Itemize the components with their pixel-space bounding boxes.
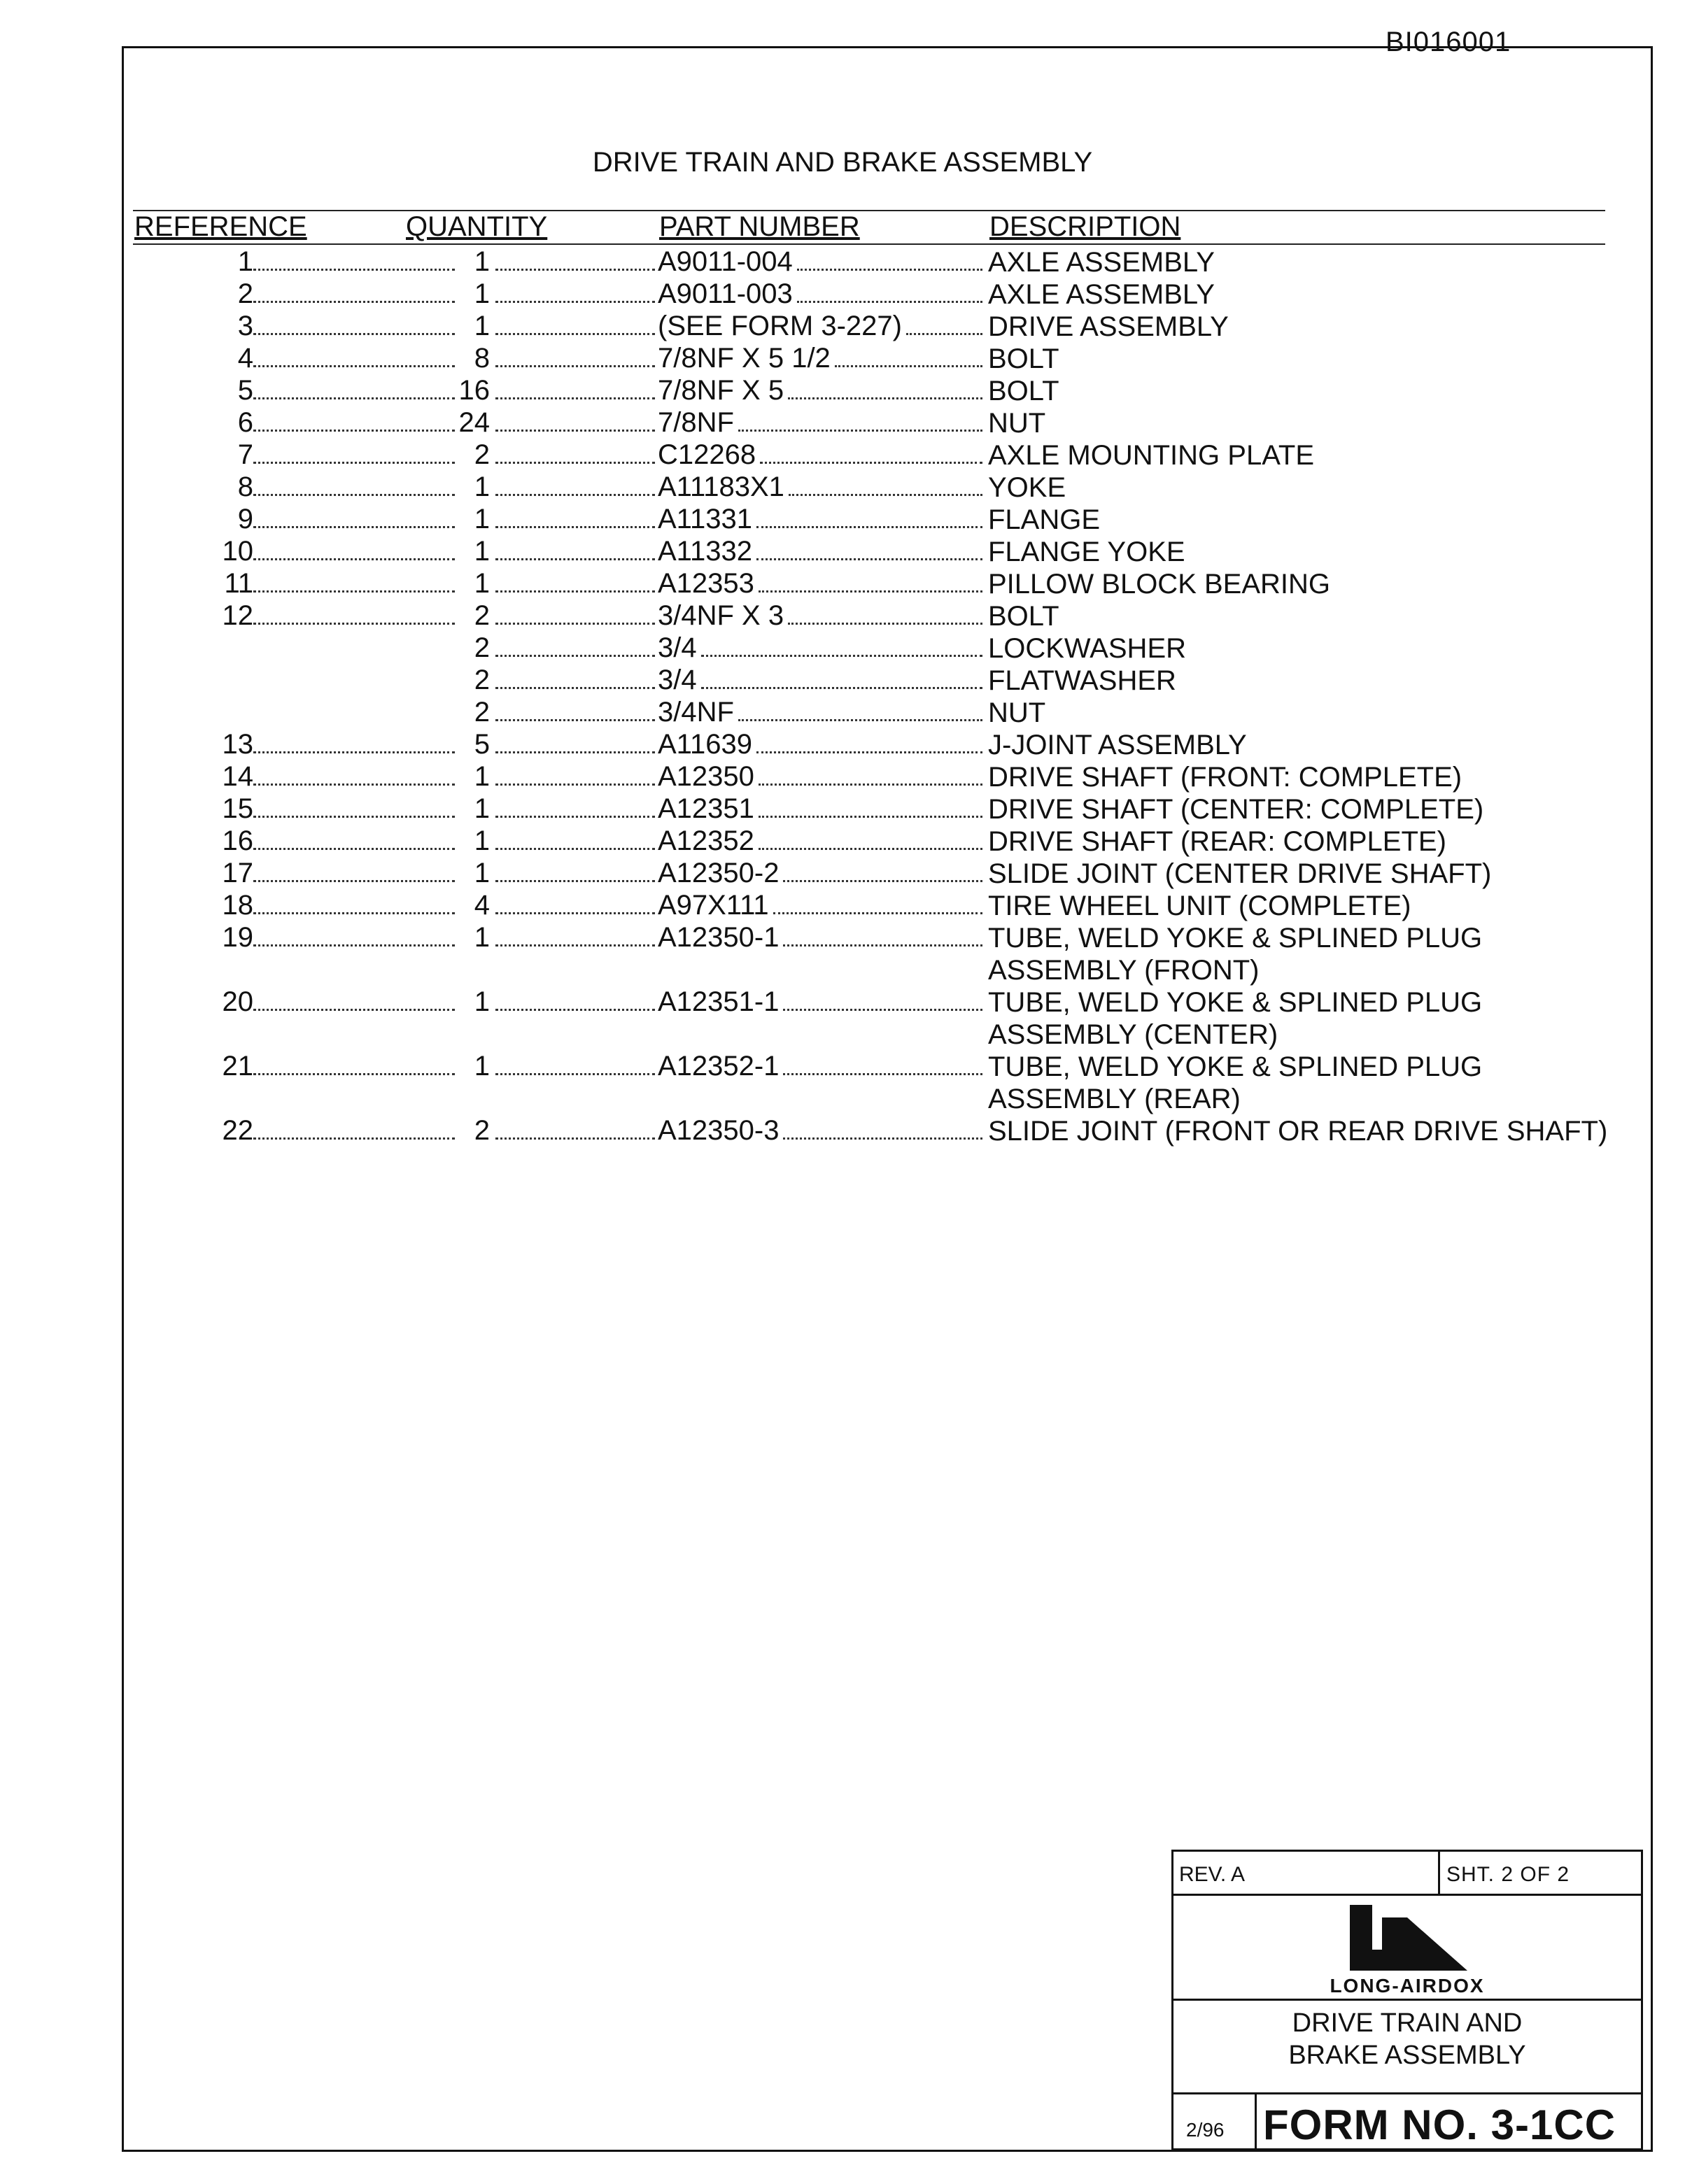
dot-leader bbox=[495, 623, 655, 625]
part-number-cell: 3/4NF X 3 bbox=[658, 600, 784, 631]
part-number-cell: C12268 bbox=[658, 439, 756, 470]
reference-cell: 9 bbox=[237, 504, 253, 534]
header-description: DESCRIPTION bbox=[989, 211, 1181, 242]
description-line: NUT bbox=[988, 408, 1046, 439]
quantity-cell: 1 bbox=[474, 922, 490, 953]
quantity-cell: 1 bbox=[474, 246, 490, 277]
dot-leader bbox=[495, 751, 655, 753]
dot-leader bbox=[495, 365, 655, 367]
dot-leader bbox=[759, 848, 982, 850]
description-cell bbox=[988, 1115, 1618, 1147]
description-cell bbox=[988, 278, 1618, 311]
table-row bbox=[0, 890, 1685, 922]
part-number-cell: A11639 bbox=[658, 729, 752, 760]
dot-leader bbox=[495, 944, 655, 946]
dot-leader bbox=[756, 751, 982, 753]
description-cell bbox=[988, 1051, 1618, 1115]
dot-leader bbox=[253, 816, 455, 818]
reference-cell: 7 bbox=[237, 439, 253, 470]
part-number-cell: A12352 bbox=[658, 825, 754, 856]
dot-leader bbox=[756, 526, 982, 528]
reference-cell: 22 bbox=[222, 1115, 253, 1146]
table-row bbox=[0, 825, 1685, 858]
dot-leader bbox=[253, 365, 455, 367]
description-cell bbox=[988, 343, 1618, 375]
long-airdox-logo-icon bbox=[1337, 1901, 1477, 1976]
part-number-cell: A11183X1 bbox=[658, 471, 784, 502]
quantity-cell: 1 bbox=[474, 504, 490, 534]
table-row bbox=[0, 922, 1685, 986]
quantity-cell: 2 bbox=[474, 697, 490, 728]
table-row bbox=[0, 858, 1685, 890]
dot-leader bbox=[253, 462, 455, 464]
description-line: ASSEMBLY (FRONT) bbox=[988, 955, 1260, 986]
description-cell bbox=[988, 922, 1618, 986]
dot-leader bbox=[783, 1137, 982, 1140]
header-part-number: PART NUMBER bbox=[659, 211, 860, 242]
quantity-cell: 1 bbox=[474, 278, 490, 309]
header-quantity: QUANTITY bbox=[406, 211, 548, 242]
title-block bbox=[1171, 1850, 1643, 2150]
dot-leader bbox=[495, 783, 655, 786]
part-number-cell: A11332 bbox=[658, 536, 752, 567]
description-line: SLIDE JOINT (CENTER DRIVE SHAFT) bbox=[988, 858, 1492, 889]
description-cell bbox=[988, 858, 1618, 890]
description-cell bbox=[988, 375, 1618, 407]
table-row bbox=[0, 471, 1685, 504]
part-number-cell: 7/8NF bbox=[658, 407, 734, 438]
dot-leader bbox=[253, 590, 455, 593]
table-row bbox=[0, 568, 1685, 600]
reference-cell: 20 bbox=[222, 986, 253, 1017]
part-number-cell: A12350-2 bbox=[658, 858, 780, 888]
dot-leader bbox=[701, 655, 982, 657]
reference-cell: 12 bbox=[222, 600, 253, 631]
title-block-title-line-1: DRIVE TRAIN AND bbox=[1292, 2008, 1523, 2038]
dot-leader bbox=[253, 1073, 455, 1075]
dot-leader bbox=[253, 944, 455, 946]
dot-leader bbox=[253, 783, 455, 786]
dot-leader bbox=[738, 430, 982, 432]
reference-cell: 6 bbox=[237, 407, 253, 438]
description-line: TUBE, WELD YOKE & SPLINED PLUG bbox=[988, 987, 1483, 1018]
reference-cell: 21 bbox=[222, 1051, 253, 1082]
dot-leader bbox=[495, 590, 655, 593]
reference-cell: 2 bbox=[237, 278, 253, 309]
title-block-title-line-2: BRAKE ASSEMBLY bbox=[1288, 2041, 1526, 2070]
dot-leader bbox=[253, 430, 455, 432]
quantity-cell: 16 bbox=[458, 375, 490, 406]
description-cell bbox=[988, 568, 1618, 600]
part-number-cell: A12350 bbox=[658, 761, 754, 792]
dot-leader bbox=[773, 912, 982, 914]
table-row bbox=[0, 1115, 1685, 1147]
quantity-cell: 1 bbox=[474, 536, 490, 567]
table-row bbox=[0, 665, 1685, 697]
dot-leader bbox=[253, 1009, 455, 1011]
description-line: AXLE ASSEMBLY bbox=[988, 247, 1215, 278]
description-line: FLANGE bbox=[988, 504, 1101, 535]
reference-cell: 8 bbox=[237, 471, 253, 502]
dot-leader bbox=[756, 558, 982, 560]
description-line: NUT bbox=[988, 697, 1046, 728]
description-cell bbox=[988, 697, 1618, 729]
description-cell bbox=[988, 825, 1618, 858]
part-number-cell: A97X111 bbox=[658, 890, 769, 921]
description-line: TUBE, WELD YOKE & SPLINED PLUG bbox=[988, 1051, 1483, 1082]
header-reference: REFERENCE bbox=[134, 211, 307, 242]
dot-leader bbox=[495, 655, 655, 657]
description-line: ASSEMBLY (REAR) bbox=[988, 1084, 1241, 1114]
description-cell bbox=[988, 600, 1618, 632]
quantity-cell: 1 bbox=[474, 568, 490, 599]
company-logo-text: LONG-AIRDOX bbox=[1330, 1975, 1485, 1997]
dot-leader bbox=[738, 719, 982, 721]
title-block-rule bbox=[1173, 1999, 1641, 2001]
dot-leader bbox=[788, 397, 982, 399]
document-id: BI016001 bbox=[1386, 27, 1511, 57]
description-cell bbox=[988, 890, 1618, 922]
description-cell bbox=[988, 729, 1618, 761]
dot-leader bbox=[789, 494, 982, 496]
reference-cell: 15 bbox=[222, 793, 253, 824]
dot-leader bbox=[495, 719, 655, 721]
dot-leader bbox=[253, 494, 455, 496]
title-block-title bbox=[1173, 2007, 1641, 2071]
table-row bbox=[0, 407, 1685, 439]
dot-leader bbox=[495, 397, 655, 399]
dot-leader bbox=[783, 944, 982, 946]
description-line: AXLE MOUNTING PLATE bbox=[988, 440, 1315, 471]
description-cell bbox=[988, 536, 1618, 568]
description-cell bbox=[988, 407, 1618, 439]
quantity-cell: 1 bbox=[474, 761, 490, 792]
dot-leader bbox=[253, 333, 455, 335]
description-cell bbox=[988, 632, 1618, 665]
dot-leader bbox=[495, 848, 655, 850]
description-line: YOKE bbox=[988, 472, 1066, 503]
quantity-cell: 2 bbox=[474, 600, 490, 631]
dot-leader bbox=[253, 623, 455, 625]
part-number-cell: A12350-1 bbox=[658, 922, 780, 953]
part-number-cell: A9011-004 bbox=[658, 246, 793, 277]
reference-cell: 14 bbox=[222, 761, 253, 792]
dot-leader bbox=[495, 430, 655, 432]
table-row bbox=[0, 343, 1685, 375]
description-line: TIRE WHEEL UNIT (COMPLETE) bbox=[988, 891, 1411, 921]
dot-leader bbox=[495, 269, 655, 271]
part-number-cell: 3/4NF bbox=[658, 697, 734, 728]
part-number-cell: A12351-1 bbox=[658, 986, 780, 1017]
part-number-cell: A12352-1 bbox=[658, 1051, 780, 1082]
dot-leader bbox=[253, 912, 455, 914]
description-line: DRIVE SHAFT (FRONT: COMPLETE) bbox=[988, 762, 1462, 793]
table-row bbox=[0, 729, 1685, 761]
header-rule-bottom bbox=[133, 243, 1605, 245]
table-row bbox=[0, 375, 1685, 407]
reference-cell: 4 bbox=[237, 343, 253, 374]
quantity-cell: 1 bbox=[474, 471, 490, 502]
reference-cell: 3 bbox=[237, 311, 253, 341]
title-block-rule bbox=[1173, 1894, 1641, 1896]
dot-leader bbox=[835, 365, 982, 367]
dot-leader bbox=[495, 526, 655, 528]
quantity-cell: 1 bbox=[474, 986, 490, 1017]
quantity-cell: 4 bbox=[474, 890, 490, 921]
part-number-cell: A9011-003 bbox=[658, 278, 793, 309]
dot-leader bbox=[495, 912, 655, 914]
form-number: FORM NO. 3-1CC bbox=[1263, 2101, 1616, 2148]
description-cell bbox=[988, 793, 1618, 825]
table-row bbox=[0, 761, 1685, 793]
quantity-cell: 5 bbox=[474, 729, 490, 760]
reference-cell: 5 bbox=[237, 375, 253, 406]
dot-leader bbox=[495, 1137, 655, 1140]
dot-leader bbox=[253, 848, 455, 850]
description-line: PILLOW BLOCK BEARING bbox=[988, 569, 1331, 600]
page-title: DRIVE TRAIN AND BRAKE ASSEMBLY bbox=[592, 147, 1093, 178]
description-line: J-JOINT ASSEMBLY bbox=[988, 730, 1247, 760]
reference-cell: 1 bbox=[237, 246, 253, 277]
description-line: TUBE, WELD YOKE & SPLINED PLUG bbox=[988, 923, 1483, 953]
table-row bbox=[0, 278, 1685, 311]
reference-cell: 17 bbox=[222, 858, 253, 888]
dot-leader bbox=[253, 558, 455, 560]
dot-leader bbox=[783, 1073, 982, 1075]
title-block-divider bbox=[1438, 1852, 1440, 1894]
dot-leader bbox=[495, 333, 655, 335]
table-row bbox=[0, 986, 1685, 1050]
description-line: DRIVE SHAFT (REAR: COMPLETE) bbox=[988, 826, 1446, 857]
dot-leader bbox=[253, 751, 455, 753]
title-block-divider bbox=[1255, 2092, 1257, 2148]
description-cell bbox=[988, 504, 1618, 536]
dot-leader bbox=[253, 880, 455, 882]
dot-leader bbox=[495, 558, 655, 560]
part-number-cell: A12351 bbox=[658, 793, 754, 824]
dot-leader bbox=[759, 590, 982, 593]
dot-leader bbox=[797, 269, 982, 271]
part-number-cell: 7/8NF X 5 bbox=[658, 375, 784, 406]
reference-cell: 13 bbox=[222, 729, 253, 760]
table-row bbox=[0, 793, 1685, 825]
dot-leader bbox=[495, 301, 655, 303]
sheet-number: SHT. 2 OF 2 bbox=[1446, 1863, 1570, 1886]
description-line: FLATWASHER bbox=[988, 665, 1176, 696]
dot-leader bbox=[253, 301, 455, 303]
description-cell bbox=[988, 311, 1618, 343]
description-cell bbox=[988, 761, 1618, 793]
part-number-cell: A11331 bbox=[658, 504, 752, 534]
part-number-cell: (SEE FORM 3-227) bbox=[658, 311, 902, 341]
dot-leader bbox=[253, 1137, 455, 1140]
quantity-cell: 2 bbox=[474, 1115, 490, 1146]
dot-leader bbox=[495, 462, 655, 464]
dot-leader bbox=[760, 462, 982, 464]
description-line: DRIVE SHAFT (CENTER: COMPLETE) bbox=[988, 794, 1484, 825]
quantity-cell: 24 bbox=[458, 407, 490, 438]
part-number-cell: A12353 bbox=[658, 568, 754, 599]
quantity-cell: 2 bbox=[474, 439, 490, 470]
description-line: DRIVE ASSEMBLY bbox=[988, 311, 1229, 342]
description-line: AXLE ASSEMBLY bbox=[988, 279, 1215, 310]
form-date: 2/96 bbox=[1186, 2119, 1225, 2141]
table-row bbox=[0, 600, 1685, 632]
part-number-cell: A12350-3 bbox=[658, 1115, 780, 1146]
quantity-cell: 1 bbox=[474, 1051, 490, 1082]
table-row bbox=[0, 246, 1685, 278]
description-line: SLIDE JOINT (FRONT OR REAR DRIVE SHAFT) bbox=[988, 1116, 1608, 1147]
description-cell bbox=[988, 986, 1618, 1051]
dot-leader bbox=[495, 687, 655, 689]
table-row bbox=[0, 311, 1685, 343]
reference-cell: 19 bbox=[222, 922, 253, 953]
table-row bbox=[0, 1051, 1685, 1114]
description-line: FLANGE YOKE bbox=[988, 537, 1185, 567]
description-cell bbox=[988, 665, 1618, 697]
reference-cell: 11 bbox=[224, 568, 253, 599]
description-cell bbox=[988, 439, 1618, 471]
revision-label: REV. A bbox=[1179, 1863, 1245, 1886]
description-line: LOCKWASHER bbox=[988, 633, 1187, 664]
description-cell bbox=[988, 246, 1618, 278]
header-rule-top bbox=[133, 210, 1605, 211]
quantity-cell: 1 bbox=[474, 825, 490, 856]
description-line: ASSEMBLY (CENTER) bbox=[988, 1019, 1278, 1050]
quantity-cell: 2 bbox=[474, 665, 490, 695]
table-row bbox=[0, 504, 1685, 536]
dot-leader bbox=[495, 1073, 655, 1075]
dot-leader bbox=[495, 880, 655, 882]
description-cell bbox=[988, 471, 1618, 504]
dot-leader bbox=[495, 494, 655, 496]
part-number-cell: 3/4 bbox=[658, 632, 697, 663]
dot-leader bbox=[253, 397, 455, 399]
dot-leader bbox=[253, 269, 455, 271]
quantity-cell: 1 bbox=[474, 858, 490, 888]
quantity-cell: 2 bbox=[474, 632, 490, 663]
description-line: BOLT bbox=[988, 343, 1059, 374]
dot-leader bbox=[783, 1009, 982, 1011]
dot-leader bbox=[495, 816, 655, 818]
table-row bbox=[0, 536, 1685, 568]
quantity-cell: 1 bbox=[474, 793, 490, 824]
part-number-cell: 3/4 bbox=[658, 665, 697, 695]
dot-leader bbox=[253, 526, 455, 528]
dot-leader bbox=[495, 1009, 655, 1011]
title-block-rule bbox=[1173, 2092, 1641, 2094]
dot-leader bbox=[759, 816, 982, 818]
quantity-cell: 1 bbox=[474, 311, 490, 341]
dot-leader bbox=[759, 783, 982, 786]
dot-leader bbox=[797, 301, 982, 303]
dot-leader bbox=[788, 623, 982, 625]
dot-leader bbox=[906, 333, 982, 335]
table-row bbox=[0, 632, 1685, 665]
dot-leader bbox=[701, 687, 982, 689]
part-number-cell: 7/8NF X 5 1/2 bbox=[658, 343, 831, 374]
reference-cell: 10 bbox=[222, 536, 253, 567]
table-row bbox=[0, 439, 1685, 471]
quantity-cell: 8 bbox=[474, 343, 490, 374]
description-line: BOLT bbox=[988, 601, 1059, 632]
reference-cell: 18 bbox=[222, 890, 253, 921]
reference-cell: 16 bbox=[222, 825, 253, 856]
description-line: BOLT bbox=[988, 376, 1059, 406]
dot-leader bbox=[783, 880, 982, 882]
table-row bbox=[0, 697, 1685, 729]
